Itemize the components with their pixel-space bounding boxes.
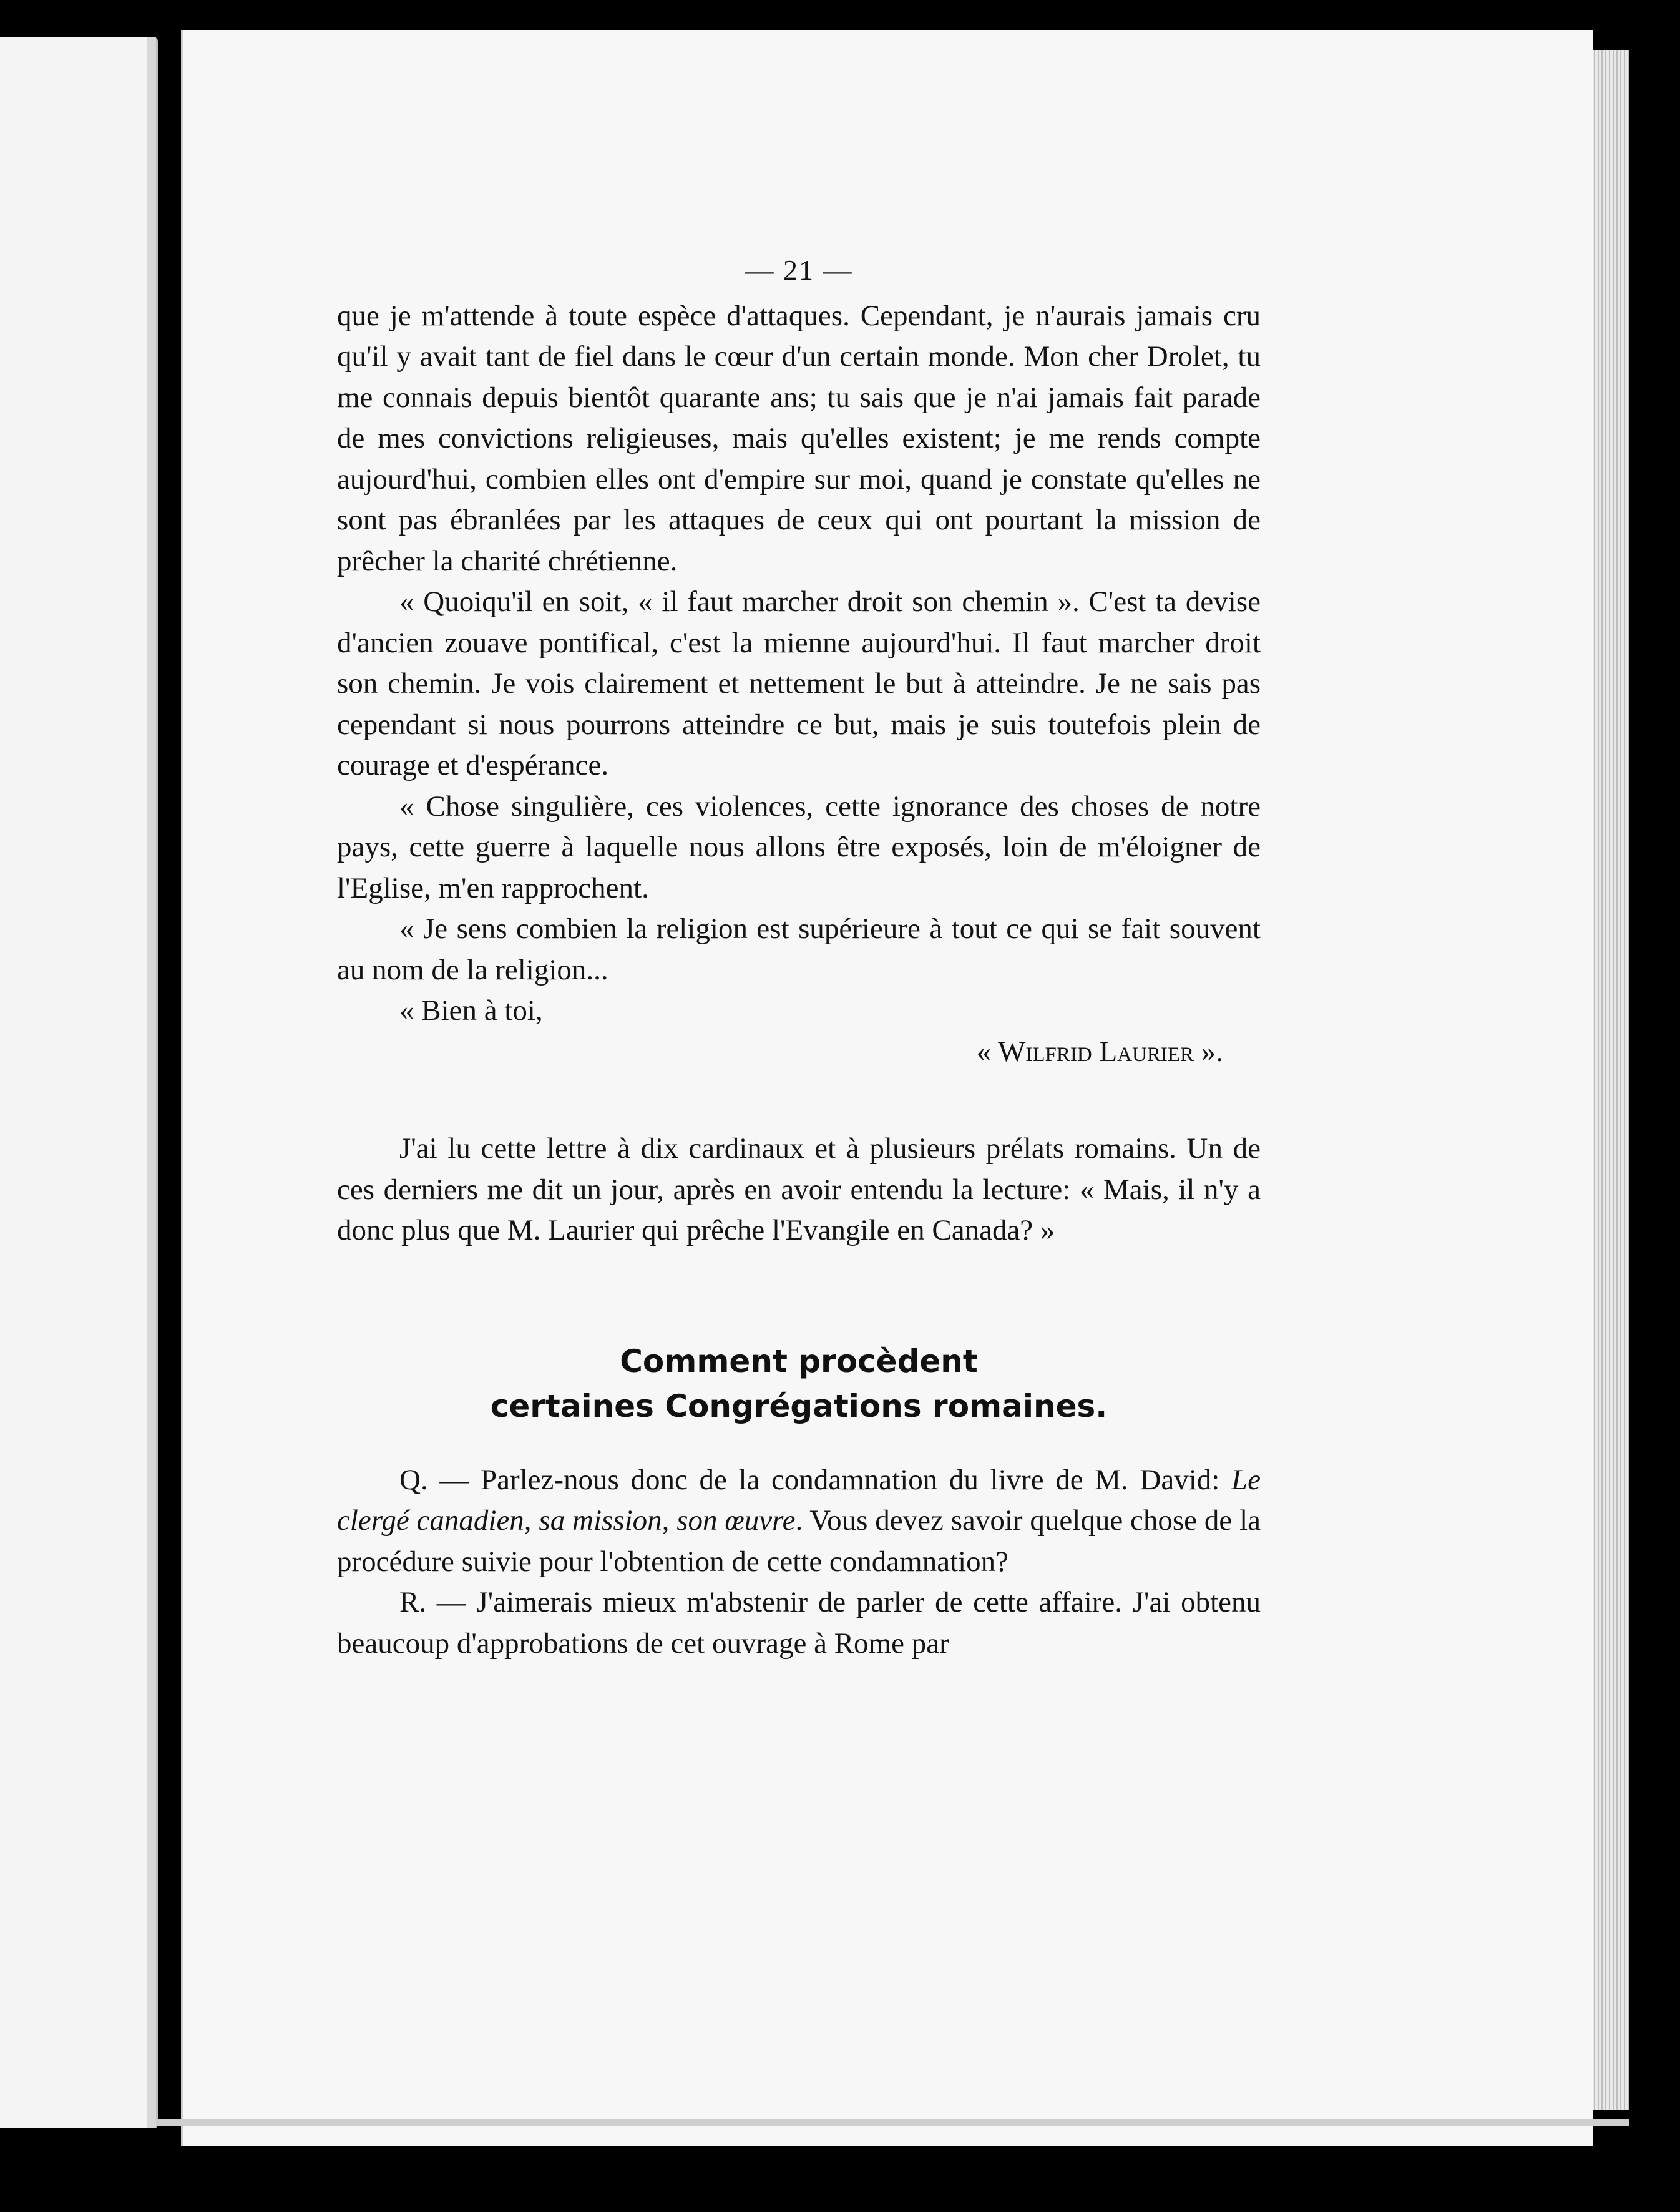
letter-paragraph-3: « Chose singulière, ces violences, cette ignorance des choses de notre pays, cette guerre à laquelle nous allons être exposés, loin de m'éloigner de l'Eglise, m'en rapprochent. bbox=[337, 790, 1261, 904]
page-bottom-edge bbox=[156, 2119, 1629, 2126]
letter-signature: « Wilfrid Laurier ». bbox=[976, 1035, 1223, 1068]
commentary-paragraph: J'ai lu cette lettre à dix cardinaux et à plusieurs prélats romains. Un de ces derniers me dit un jour, après en avoir entendu la lecture: « Mais, il n'y a donc plus que M. Laurier qui prêche l'Evangile en Canada? » bbox=[337, 1132, 1261, 1246]
answer-paragraph: R. — J'aimerais mieux m'abstenir de parler de cette affaire. J'ai obtenu beaucoup d'approbations de cet ouvrage à Rome par bbox=[337, 1586, 1261, 1660]
section-heading-line-1: Comment procèdent bbox=[620, 1343, 978, 1379]
book-title: Le clergé canadien, sa mission, son œuvre bbox=[337, 1463, 1261, 1537]
question-paragraph bbox=[337, 1460, 1261, 1583]
letter-paragraph-2: « Quoiqu'il en soit, « il faut marcher droit son chemin ». C'est ta devise d'ancien zouave pontifical, c'est la mienne aujourd'hui. Il faut marcher droit son chemin. Je vois clairement et nettement le but à atteindre. Je ne sais pas cependant si nous pourrons atteindre ce but, mais je suis toutefois plein de courage et d'espérance. bbox=[337, 585, 1261, 781]
letter-closing: « Bien à toi, bbox=[399, 994, 543, 1027]
question-suffix: . Vous devez savoir quelque chose de la procédure suivie pour l'obtention de cette condamnation? bbox=[337, 1504, 1261, 1578]
page-content bbox=[337, 250, 1261, 1664]
page-number: — 21 — bbox=[745, 254, 853, 286]
letter-paragraph-4: « Je sens combien la religion est supérieure à tout ce qui se fait souvent au nom de la religion... bbox=[337, 913, 1261, 986]
section-heading bbox=[337, 1339, 1261, 1429]
section-heading-line-2: certaines Congrégations romaines. bbox=[490, 1387, 1108, 1424]
question-prefix: Q. — Parlez-nous donc de la condamnation du livre de M. David: bbox=[399, 1463, 1231, 1496]
facing-page bbox=[0, 37, 158, 2128]
letter-paragraph-1: que je m'attende à toute espèce d'attaques. Cependant, je n'aurais jamais cru qu'il y avait tant de fiel dans le cœur d'un certain monde. Mon cher Drolet, tu me connais depuis bientôt quarante ans; tu sais que je n'ai jamais fait parade de mes convictions religieuses, mais qu'elles existent; je me rends compte aujourd'hui, combien elles ont d'empire sur moi, quand je constate qu'elles ne sont pas ébranlées par les attaques de ceux qui ont pourtant la mission de prêcher la charité chrétienne. bbox=[337, 299, 1261, 577]
